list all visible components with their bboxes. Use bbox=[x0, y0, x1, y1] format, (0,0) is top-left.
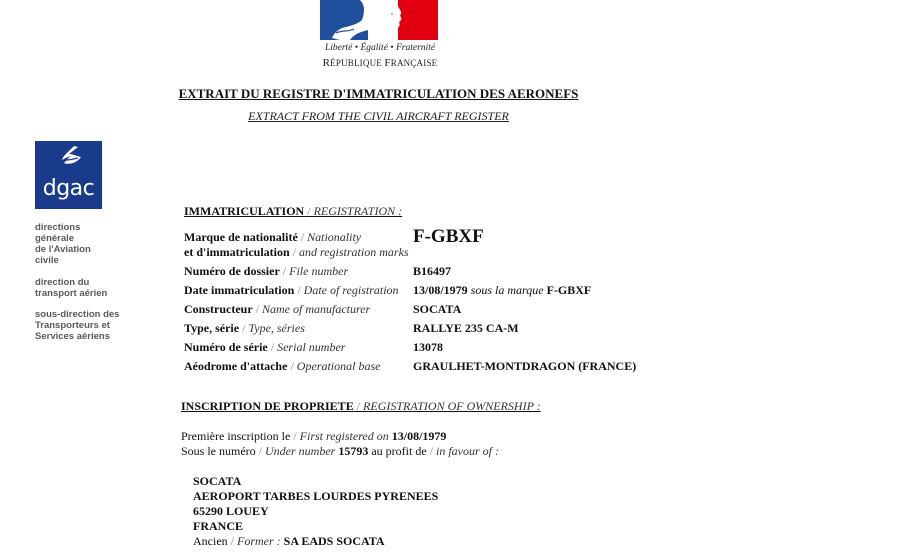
registration-heading bbox=[184, 204, 402, 219]
label-en: Type, séries bbox=[248, 321, 305, 335]
registration-heading-fr: IMMATRICULATION bbox=[184, 204, 305, 218]
ownership-heading-fr: INSCRIPTION DE PROPRIETE bbox=[181, 399, 354, 413]
marianne-emblem-icon bbox=[320, 0, 438, 40]
sidebar-line: Services aériens bbox=[35, 331, 111, 342]
sidebar-block-dta bbox=[35, 277, 155, 299]
label-fr: Date immatriculation bbox=[184, 283, 295, 297]
sidebar-line: transport aérien bbox=[35, 288, 108, 299]
base-value: GRAULHET-MONTDRAGON (FRANCE) bbox=[413, 359, 637, 373]
marianne-logo bbox=[320, 0, 438, 40]
label-fr: Marque de nationalité bbox=[184, 230, 298, 244]
previous-mark-value: F-GBXF bbox=[546, 283, 592, 297]
under-mark-text: sous la marque bbox=[470, 283, 544, 297]
label-fr: Numéro de dossier bbox=[184, 264, 280, 278]
owner-number-value: 15793 bbox=[338, 444, 369, 458]
dgac-logo-text: dgac bbox=[42, 176, 95, 201]
label-en: and registration marks bbox=[299, 245, 409, 259]
label-en: File number bbox=[289, 264, 349, 278]
field-label-nationality: Marque de nationalité / Nationality bbox=[184, 230, 362, 244]
first-reg-date: 13/08/1979 bbox=[391, 429, 447, 443]
label-en: Name of manufacturer bbox=[262, 302, 371, 316]
former-fr: Ancien bbox=[193, 534, 228, 548]
owner-name: SOCATA bbox=[193, 474, 242, 488]
number-en: Under number bbox=[265, 444, 336, 458]
republic-label-f: F bbox=[384, 57, 391, 69]
field-label-serial: Numéro de série / Serial number bbox=[184, 340, 346, 354]
dgac-logo bbox=[35, 141, 102, 209]
sidebar-line: direction du bbox=[35, 277, 90, 288]
label-fr: Numéro de série bbox=[184, 340, 268, 354]
date-value: 13/08/1979 bbox=[413, 283, 468, 297]
page-title: EXTRAIT DU REGISTRE D'IMMATRICULATION DES AERONEFS bbox=[178, 86, 579, 101]
field-label-date: Date immatriculation / Date of registration bbox=[184, 283, 399, 297]
former-owner-line: Ancien / Former : SA EADS SOCATA bbox=[193, 534, 385, 548]
registration-date-value bbox=[413, 283, 591, 298]
owner-postcode-city: 65290 LOUEY bbox=[193, 504, 269, 518]
label-fr: Aéodrome d'attache bbox=[184, 359, 288, 373]
sidebar-line: directions bbox=[35, 222, 81, 233]
first-reg-fr: Première inscription le bbox=[181, 429, 291, 443]
registration-mark-value: F-GBXF bbox=[413, 226, 484, 247]
sidebar-line: civile bbox=[35, 255, 59, 266]
favour-en: in favour of : bbox=[436, 444, 499, 458]
favour-fr: au profit de bbox=[371, 444, 427, 458]
registration-heading-en: REGISTRATION : bbox=[313, 204, 403, 218]
separator: / bbox=[353, 399, 364, 413]
field-label-file-number: Numéro de dossier / File number bbox=[184, 264, 349, 278]
page-subtitle: EXTRACT FROM THE CIVIL AIRCRAFT REGISTER bbox=[248, 109, 509, 123]
label-fr: Type, série bbox=[184, 321, 240, 335]
bird-icon bbox=[59, 145, 83, 167]
label-en: Nationality bbox=[307, 230, 362, 244]
label-fr: Constructeur bbox=[184, 302, 253, 316]
republic-label bbox=[310, 57, 450, 69]
owner-number-line: Sous le numéro / Under number 15793 au profit de / in favour of : bbox=[181, 444, 499, 458]
field-label-manufacturer: Constructeur / Name of manufacturer bbox=[184, 302, 371, 316]
motto: Liberté • Égalité • Fraternité bbox=[324, 43, 436, 53]
number-fr: Sous le numéro bbox=[181, 444, 256, 458]
republic-label-part2: RANÇAISE bbox=[390, 58, 438, 68]
owner-address-line: AEROPORT TARBES LOURDES PYRENEES bbox=[193, 489, 439, 503]
former-owner-value: SA EADS SOCATA bbox=[283, 534, 385, 548]
first-registered-line: Première inscription le / First registered on 13/08/1979 bbox=[181, 429, 447, 443]
file-number-value: B16497 bbox=[413, 264, 452, 278]
owner-country: FRANCE bbox=[193, 519, 243, 533]
sidebar-line: sous-direction des bbox=[35, 309, 120, 320]
field-label-type: Type, série / Type, séries bbox=[184, 321, 305, 335]
ownership-heading bbox=[181, 399, 541, 414]
label-en: Operational base bbox=[296, 359, 381, 373]
sidebar-line: Transporteurs et bbox=[35, 320, 110, 331]
field-label-base: Aéodrome d'attache / Operational base bbox=[184, 359, 381, 373]
type-value: RALLYE 235 CA-M bbox=[413, 321, 519, 335]
sidebar-block-subdirection bbox=[35, 309, 155, 342]
republic-label-r: R bbox=[322, 57, 331, 69]
ownership-heading-en: REGISTRATION OF OWNERSHIP : bbox=[363, 399, 541, 413]
manufacturer-value: SOCATA bbox=[413, 302, 462, 316]
first-reg-en: First registered on bbox=[299, 429, 389, 443]
separator: / bbox=[304, 204, 314, 218]
former-en: Former : bbox=[237, 534, 281, 548]
sidebar-line: générale bbox=[35, 233, 75, 244]
serial-value: 13078 bbox=[413, 340, 443, 354]
label-en: Serial number bbox=[277, 340, 346, 354]
republic-label-part1: ÉPUBLIQUE bbox=[330, 58, 385, 68]
sidebar-line: de l'Aviation bbox=[35, 244, 91, 255]
sidebar-block-dgac bbox=[35, 222, 155, 266]
field-label-registration-marks: et d'immatriculation / and registration marks bbox=[184, 245, 409, 259]
label-fr: et d'immatriculation bbox=[184, 245, 290, 259]
label-en: Date of registration bbox=[303, 283, 399, 297]
